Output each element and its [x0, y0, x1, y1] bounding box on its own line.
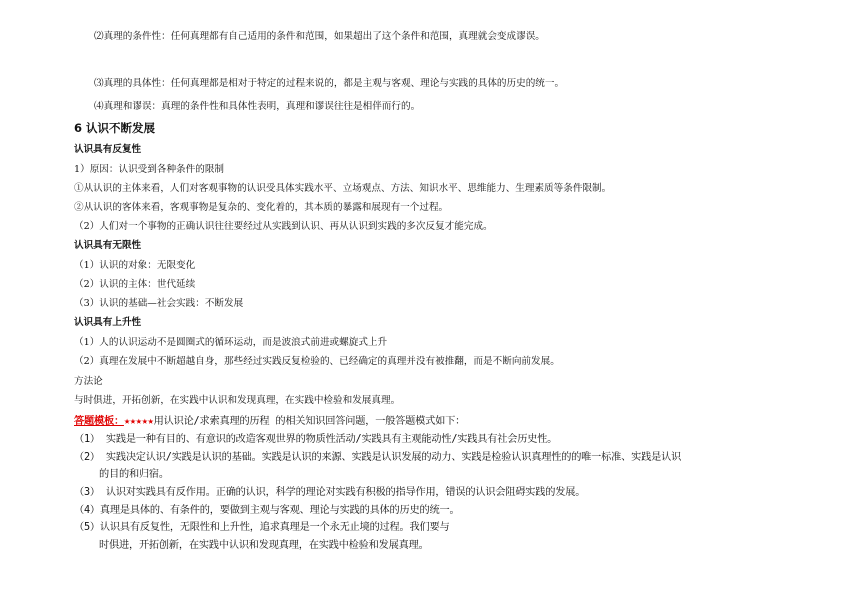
template-item-3: （3） 认识对实践具有反作用。正确的认识，科学的理论对实践有积极的指导作用，错误的认识会阻碍实践的发展。 — [74, 487, 586, 498]
method-text: 与时俱进，开拓创新，在实践中认识和发现真理，在实践中检验和发展真理。 — [74, 395, 401, 406]
infinite-point-1: （1）认识的对象：无限变化 — [74, 260, 196, 271]
ascend-point-2: （2）真理在发展中不断超越自身，那些经过实践反复检验的、已经确定的真理并没有被推翻，而是不断向前发展。 — [74, 356, 560, 367]
template-item-5: （5）认识具有反复性，无限性和上升性，追求真理是一个永无止境的过程。我们要与 — [74, 522, 450, 533]
infinite-point-2: （2）认识的主体：世代延续 — [74, 279, 196, 290]
template-label: 答题模板： — [74, 416, 124, 427]
infinite-heading: 认识具有无限性 — [74, 240, 142, 251]
repeat-heading: 认识具有反复性 — [74, 144, 142, 155]
truth-concreteness: ⑶真理的具体性：任何真理都是相对于特定的过程来说的，都是主观与客观、理论与实践的具体的历史的统一。 — [94, 78, 565, 89]
repeat-point-2: （2）人们对一个事物的正确认识往往要经过从实践到认识、再从认识到实践的多次反复才能完成。 — [74, 221, 493, 232]
truth-conditionality: ⑵真理的条件性：任何真理都有自己适用的条件和范围，如果超出了这个条件和范围，真理就会变成谬误。 — [94, 31, 545, 42]
template-item-1: （1） 实践是一种有目的、有意识的改造客观世界的物质性活动/实践具有主观能动性/实践具有社会历史性。 — [74, 434, 558, 445]
rating-stars: ★★★★★ — [123, 416, 154, 427]
template-item-2-cont: 的目的和归宿。 — [99, 469, 169, 480]
method-heading: 方法论 — [74, 376, 103, 387]
ascend-point-1: （1）人的认识运动不是圆圈式的循环运动，而是波浪式前进或螺旋式上升 — [74, 337, 388, 348]
template-item-2: （2） 实践决定认识/实践是认识的基础。实践是认识的来源、实践是认识发展的动力、实践是检验认识真理性的的唯一标准、实践是认识 — [74, 452, 682, 463]
template-item-5-cont: 时俱进，开拓创新，在实践中认识和发现真理，在实践中检验和发展真理。 — [99, 540, 429, 551]
template-item-4: （4）真理是具体的、有条件的，要做到主观与客观、理论与实践的具体的历史的统一。 — [74, 505, 460, 516]
template-header — [74, 416, 465, 428]
truth-and-falsehood: ⑷真理和谬误：真理的条件性和具体性表明，真理和谬误往往是相伴而行的。 — [94, 101, 421, 112]
infinite-point-3: （3）认识的基础—社会实践：不断发展 — [74, 298, 244, 309]
repeat-cause: 1）原因：认识受到各种条件的限制 — [74, 164, 225, 175]
template-intro: 用认识论/求索真理的历程 的相关知识回答问题，一般答题模式如下： — [153, 416, 466, 427]
repeat-subject: ①从认识的主体来看，人们对客观事物的认识受具体实践水平、立场观点、方法、知识水平、思维能力、生理素质等条件限制。 — [74, 183, 612, 194]
repeat-object: ②从认识的客体来看，客观事物是复杂的、变化着的，其本质的暴露和展现有一个过程。 — [74, 202, 449, 213]
ascend-heading: 认识具有上升性 — [74, 317, 142, 328]
section-title: 6 认识不断发展 — [74, 121, 156, 135]
